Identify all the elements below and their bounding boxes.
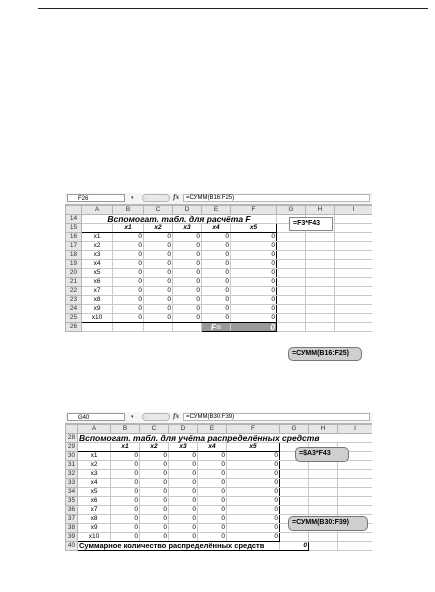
value-cell[interactable]: 0 [169, 533, 198, 542]
value-cell[interactable]: 0 [173, 305, 202, 314]
cell[interactable] [335, 224, 373, 233]
formula-input[interactable]: =СУММ(B30:F39) [183, 413, 370, 421]
value-cell[interactable]: 0 [111, 515, 140, 524]
value-cell[interactable]: 0 [169, 461, 198, 470]
table-row [66, 488, 373, 497]
column-header[interactable]: I [335, 206, 373, 215]
cell[interactable] [277, 314, 306, 323]
value-cell[interactable]: 0 [113, 296, 144, 305]
formula-bar [65, 193, 372, 205]
row-header[interactable]: 39 [66, 533, 78, 542]
total-row [66, 323, 373, 332]
table-row [66, 233, 373, 242]
row-label[interactable]: x2 [82, 242, 113, 251]
cell[interactable] [280, 479, 309, 488]
formula-buttons[interactable]: ◦ [142, 413, 170, 421]
column-header[interactable]: C [144, 206, 173, 215]
row-label[interactable]: x8 [78, 515, 111, 524]
formula-callout-top: =F3*F43 [289, 217, 333, 231]
column-header[interactable]: C [140, 425, 169, 434]
row-label[interactable]: x1 [82, 233, 113, 242]
total-value[interactable]: 0 [231, 323, 277, 332]
column-header[interactable]: F [227, 425, 280, 434]
value-cell[interactable]: 0 [231, 242, 277, 251]
value-cell[interactable]: 0 [111, 497, 140, 506]
cell[interactable] [338, 488, 373, 497]
value-cell[interactable]: 0 [202, 287, 231, 296]
total-row [66, 542, 373, 551]
cell[interactable] [277, 296, 306, 305]
cell[interactable] [277, 233, 306, 242]
cell[interactable] [78, 443, 111, 452]
column-header[interactable]: D [169, 425, 198, 434]
row-header[interactable]: 34 [66, 488, 78, 497]
name-box-dropdown-icon[interactable]: ▾ [131, 414, 134, 420]
table-row [66, 470, 373, 479]
column-label[interactable]: x3 [169, 443, 198, 452]
row-label[interactable]: x10 [78, 533, 111, 542]
cell[interactable] [335, 215, 373, 224]
cell[interactable] [280, 533, 309, 542]
spreadsheet-screenshot-1 [65, 193, 372, 376]
value-cell[interactable]: 0 [144, 287, 173, 296]
value-cell[interactable]: 0 [173, 251, 202, 260]
value-cell[interactable]: 0 [111, 488, 140, 497]
table-row [66, 296, 373, 305]
value-cell[interactable]: 0 [111, 461, 140, 470]
cell[interactable] [309, 533, 338, 542]
cell[interactable] [338, 470, 373, 479]
row-label[interactable]: x6 [82, 278, 113, 287]
value-cell[interactable]: 0 [144, 242, 173, 251]
value-cell[interactable]: 0 [173, 269, 202, 278]
fx-icon[interactable]: fx [173, 194, 180, 201]
column-header[interactable]: I [338, 425, 373, 434]
value-cell[interactable]: 0 [140, 461, 169, 470]
row-header[interactable]: 29 [66, 443, 78, 452]
value-cell[interactable]: 0 [140, 506, 169, 515]
value-cell[interactable]: 0 [198, 533, 227, 542]
row-label[interactable]: x4 [82, 260, 113, 269]
table-row [66, 269, 373, 278]
column-header[interactable]: B [111, 425, 140, 434]
value-cell[interactable]: 0 [144, 233, 173, 242]
cell[interactable] [277, 242, 306, 251]
value-cell[interactable]: 0 [144, 269, 173, 278]
formula-bar [65, 412, 372, 424]
cell[interactable] [173, 323, 202, 332]
cell[interactable] [335, 323, 373, 332]
column-header[interactable]: G [280, 425, 309, 434]
cell[interactable] [338, 533, 373, 542]
value-cell[interactable]: 0 [140, 515, 169, 524]
select-all-corner[interactable] [66, 206, 82, 215]
row-header[interactable]: 36 [66, 506, 78, 515]
cell[interactable] [277, 251, 306, 260]
cell[interactable] [335, 287, 373, 296]
value-cell[interactable]: 0 [169, 479, 198, 488]
value-cell[interactable]: 0 [111, 524, 140, 533]
value-cell[interactable]: 0 [113, 251, 144, 260]
column-label[interactable]: x2 [140, 443, 169, 452]
row-header[interactable]: 16 [66, 233, 82, 242]
select-all-corner[interactable] [66, 425, 78, 434]
cell[interactable] [306, 296, 335, 305]
value-cell[interactable]: 0 [140, 479, 169, 488]
column-header[interactable]: E [198, 425, 227, 434]
cell[interactable] [280, 470, 309, 479]
cell[interactable] [306, 287, 335, 296]
column-header[interactable]: A [78, 425, 111, 434]
row-header[interactable]: 38 [66, 524, 78, 533]
cell[interactable] [277, 287, 306, 296]
table-row [66, 242, 373, 251]
cell[interactable] [306, 242, 335, 251]
value-cell[interactable]: 0 [169, 488, 198, 497]
value-cell[interactable]: 0 [144, 314, 173, 323]
title-row [66, 434, 373, 443]
value-cell[interactable]: 0 [227, 506, 280, 515]
row-label[interactable]: x7 [82, 287, 113, 296]
row-header[interactable]: 21 [66, 278, 82, 287]
cell[interactable] [335, 296, 373, 305]
value-cell[interactable]: 0 [202, 233, 231, 242]
row-label[interactable]: x9 [78, 524, 111, 533]
row-header[interactable]: 33 [66, 479, 78, 488]
value-cell[interactable]: 0 [111, 479, 140, 488]
table-row [66, 506, 373, 515]
value-cell[interactable]: 0 [231, 233, 277, 242]
row-header[interactable]: 19 [66, 260, 82, 269]
value-cell[interactable]: 0 [198, 524, 227, 533]
value-cell[interactable]: 0 [227, 524, 280, 533]
cell[interactable] [338, 479, 373, 488]
column-header[interactable]: F [231, 206, 277, 215]
cell[interactable] [277, 269, 306, 278]
cell[interactable] [280, 488, 309, 497]
value-cell[interactable]: 0 [202, 305, 231, 314]
cell[interactable] [82, 323, 113, 332]
cell[interactable] [280, 497, 309, 506]
value-cell[interactable]: 0 [231, 305, 277, 314]
value-cell[interactable]: 0 [227, 479, 280, 488]
value-cell[interactable]: 0 [231, 251, 277, 260]
row-header[interactable]: 26 [66, 323, 82, 332]
value-cell[interactable]: 0 [198, 452, 227, 461]
value-cell[interactable]: 0 [202, 251, 231, 260]
cell[interactable] [338, 542, 373, 551]
cell[interactable] [335, 305, 373, 314]
row-label[interactable]: x3 [82, 251, 113, 260]
formula-callout-top: =$A3*F43 [295, 447, 349, 462]
column-header[interactable]: B [113, 206, 144, 215]
cell[interactable] [309, 542, 338, 551]
value-cell[interactable]: 0 [198, 470, 227, 479]
cell[interactable] [277, 278, 306, 287]
value-cell[interactable]: 0 [227, 533, 280, 542]
name-box-dropdown-icon[interactable]: ▾ [131, 195, 134, 201]
value-cell[interactable]: 0 [169, 470, 198, 479]
cell[interactable] [335, 278, 373, 287]
value-cell[interactable]: 0 [144, 260, 173, 269]
cell[interactable] [335, 251, 373, 260]
value-cell[interactable]: 0 [202, 260, 231, 269]
column-label[interactable]: x1 [111, 443, 140, 452]
row-header[interactable]: 25 [66, 314, 82, 323]
column-header[interactable]: A [82, 206, 113, 215]
row-header[interactable]: 23 [66, 296, 82, 305]
value-cell[interactable]: 0 [113, 260, 144, 269]
cell[interactable] [309, 488, 338, 497]
table-row [66, 278, 373, 287]
value-cell[interactable]: 0 [173, 278, 202, 287]
value-cell[interactable]: 0 [140, 497, 169, 506]
formula-buttons[interactable]: ◦ [142, 194, 170, 202]
column-label[interactable]: x5 [231, 224, 277, 233]
formula-callout-bottom: =СУММ(B30:F39) [288, 516, 368, 531]
table-row [66, 497, 373, 506]
value-cell[interactable]: 0 [111, 452, 140, 461]
value-cell[interactable]: 0 [173, 242, 202, 251]
row-label[interactable]: x2 [78, 461, 111, 470]
value-cell[interactable]: 0 [140, 488, 169, 497]
formula-input[interactable]: =СУММ(B16:F25) [183, 194, 370, 202]
value-cell[interactable]: 0 [231, 260, 277, 269]
cell[interactable] [306, 278, 335, 287]
value-cell[interactable]: 0 [140, 452, 169, 461]
column-header[interactable]: H [309, 425, 338, 434]
cell[interactable] [335, 260, 373, 269]
cell[interactable] [306, 269, 335, 278]
value-cell[interactable]: 0 [140, 524, 169, 533]
cell[interactable] [277, 260, 306, 269]
value-cell[interactable]: 0 [173, 233, 202, 242]
value-cell[interactable]: 0 [198, 506, 227, 515]
sheet-grid [65, 424, 372, 551]
value-cell[interactable]: 0 [144, 305, 173, 314]
value-cell[interactable]: 0 [111, 506, 140, 515]
value-cell[interactable]: 0 [113, 269, 144, 278]
row-label[interactable]: x4 [78, 479, 111, 488]
row-header[interactable]: 28 [66, 434, 78, 443]
total-value[interactable]: 0 [280, 542, 309, 551]
row-header[interactable]: 30 [66, 452, 78, 461]
cell[interactable] [309, 506, 338, 515]
value-cell[interactable]: 0 [227, 488, 280, 497]
row-header[interactable]: 35 [66, 497, 78, 506]
value-cell[interactable]: 0 [227, 470, 280, 479]
value-cell[interactable]: 0 [173, 287, 202, 296]
row-label[interactable]: x3 [78, 470, 111, 479]
column-label[interactable]: x3 [173, 224, 202, 233]
name-box[interactable]: F26 [67, 194, 125, 202]
value-cell[interactable]: 0 [144, 278, 173, 287]
value-cell[interactable]: 0 [169, 515, 198, 524]
value-cell[interactable]: 0 [198, 479, 227, 488]
value-cell[interactable]: 0 [144, 251, 173, 260]
row-label[interactable]: x5 [82, 269, 113, 278]
value-cell[interactable]: 0 [198, 461, 227, 470]
value-cell[interactable]: 0 [202, 296, 231, 305]
row-label[interactable]: x1 [78, 452, 111, 461]
cell[interactable] [277, 323, 306, 332]
table-row [66, 260, 373, 269]
row-header[interactable]: 22 [66, 287, 82, 296]
value-cell[interactable]: 0 [113, 314, 144, 323]
value-cell[interactable]: 0 [111, 470, 140, 479]
row-label[interactable]: x5 [78, 488, 111, 497]
value-cell[interactable]: 0 [202, 278, 231, 287]
row-label[interactable]: x9 [82, 305, 113, 314]
cell[interactable] [280, 506, 309, 515]
row-header[interactable]: 31 [66, 461, 78, 470]
value-cell[interactable]: 0 [113, 242, 144, 251]
column-label[interactable]: x5 [227, 443, 280, 452]
value-cell[interactable]: 0 [227, 497, 280, 506]
cell[interactable] [306, 323, 335, 332]
value-cell[interactable]: 0 [202, 269, 231, 278]
row-header[interactable]: 37 [66, 515, 78, 524]
column-label[interactable]: x2 [144, 224, 173, 233]
value-cell[interactable]: 0 [169, 524, 198, 533]
row-header[interactable]: 32 [66, 470, 78, 479]
page-rule [38, 8, 428, 9]
value-cell[interactable]: 0 [140, 533, 169, 542]
value-cell[interactable]: 0 [227, 452, 280, 461]
column-label[interactable]: x4 [198, 443, 227, 452]
table-row [66, 305, 373, 314]
cell[interactable] [338, 497, 373, 506]
value-cell[interactable]: 0 [231, 314, 277, 323]
cell[interactable] [306, 251, 335, 260]
column-header[interactable]: D [173, 206, 202, 215]
row-label[interactable]: x6 [78, 497, 111, 506]
value-cell[interactable]: 0 [113, 278, 144, 287]
value-cell[interactable]: 0 [169, 452, 198, 461]
value-cell[interactable]: 0 [173, 260, 202, 269]
cell[interactable] [82, 224, 113, 233]
cell[interactable] [306, 260, 335, 269]
cell[interactable] [309, 497, 338, 506]
value-cell[interactable]: 0 [227, 515, 280, 524]
cell[interactable] [338, 506, 373, 515]
row-header[interactable]: 14 [66, 215, 82, 224]
value-cell[interactable]: 0 [113, 233, 144, 242]
cell[interactable] [277, 305, 306, 314]
cell[interactable] [306, 314, 335, 323]
table-row [66, 479, 373, 488]
value-cell[interactable]: 0 [111, 533, 140, 542]
table-row [66, 251, 373, 260]
value-cell[interactable]: 0 [198, 497, 227, 506]
fx-icon[interactable]: fx [173, 413, 180, 420]
cell[interactable] [144, 323, 173, 332]
table-row [66, 287, 373, 296]
row-label[interactable]: x7 [78, 506, 111, 515]
cell[interactable] [335, 242, 373, 251]
value-cell[interactable]: 0 [202, 314, 231, 323]
column-header[interactable]: G [277, 206, 306, 215]
cell[interactable] [306, 305, 335, 314]
table-title[interactable]: Вспомогат. табл. для учёта распределённых средств [78, 434, 373, 443]
value-cell[interactable]: 0 [113, 287, 144, 296]
value-cell[interactable]: 0 [202, 242, 231, 251]
value-cell[interactable]: 0 [231, 287, 277, 296]
value-cell[interactable]: 0 [144, 296, 173, 305]
table-title[interactable]: Вспомогат. табл. для расчёта F [82, 215, 277, 224]
column-label[interactable]: x4 [202, 224, 231, 233]
value-cell[interactable]: 0 [198, 515, 227, 524]
cell[interactable] [309, 470, 338, 479]
value-cell[interactable]: 0 [227, 461, 280, 470]
formula-callout-bottom: =СУММ(B16:F25) [288, 347, 362, 361]
row-header[interactable]: 40 [66, 542, 78, 551]
row-header[interactable]: 18 [66, 251, 82, 260]
cell[interactable] [306, 233, 335, 242]
value-cell[interactable]: 0 [173, 296, 202, 305]
name-box[interactable]: G40 [67, 413, 125, 421]
value-cell[interactable]: 0 [113, 305, 144, 314]
value-cell[interactable]: 0 [231, 296, 277, 305]
row-label[interactable]: x10 [82, 314, 113, 323]
value-cell[interactable]: 0 [198, 488, 227, 497]
value-cell[interactable]: 0 [169, 506, 198, 515]
column-header[interactable]: E [202, 206, 231, 215]
total-label[interactable]: Суммарное количество распределённых средств [78, 542, 280, 551]
row-label[interactable]: x8 [82, 296, 113, 305]
cell[interactable] [309, 479, 338, 488]
row-header[interactable]: 15 [66, 224, 82, 233]
row-header[interactable]: 20 [66, 269, 82, 278]
value-cell[interactable]: 0 [231, 269, 277, 278]
total-label[interactable]: F= [202, 323, 231, 332]
cell[interactable] [335, 269, 373, 278]
value-cell[interactable]: 0 [173, 314, 202, 323]
spreadsheet-screenshot-2 [65, 412, 372, 589]
value-cell[interactable]: 0 [140, 470, 169, 479]
row-header[interactable]: 17 [66, 242, 82, 251]
column-header[interactable]: H [306, 206, 335, 215]
row-header[interactable]: 24 [66, 305, 82, 314]
cell[interactable] [113, 323, 144, 332]
column-label[interactable]: x1 [113, 224, 144, 233]
cell[interactable] [335, 314, 373, 323]
value-cell[interactable]: 0 [169, 497, 198, 506]
cell[interactable] [335, 233, 373, 242]
value-cell[interactable]: 0 [231, 278, 277, 287]
